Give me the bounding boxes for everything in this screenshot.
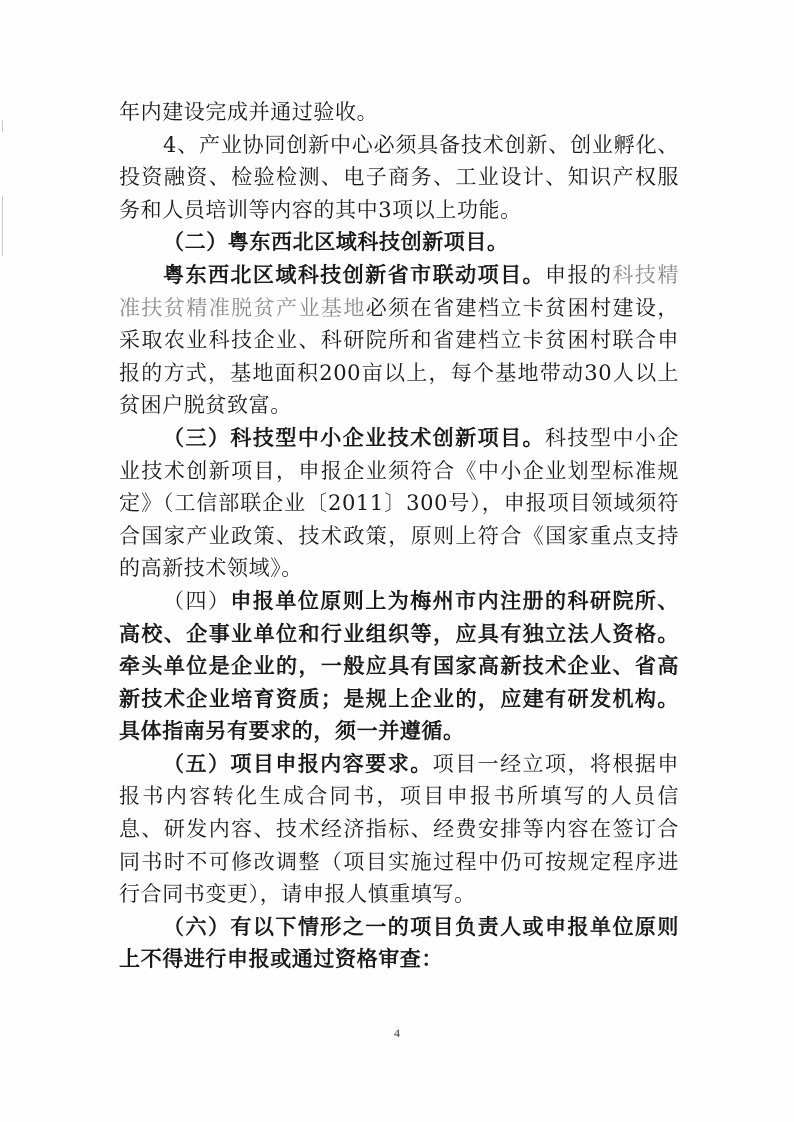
paragraph-section-5 — [119, 748, 679, 911]
section-heading-2 — [119, 226, 679, 259]
paragraph-section-6 — [119, 911, 679, 976]
paragraph-text: 项目一经立项，将根据申报书内容转化生成合同书，项目申报书所填写的人员信息、研发内容、技术经济指标、经费安排等内容在签订合同书时不可修改调整（项目实施过程中仍可按规定程序进行合同书变更），请申报人慎重填写。 — [119, 751, 679, 907]
paragraph-lead: （三）科技型中小企业技术创新项目。 — [163, 424, 546, 450]
section-heading-text: （二）粤东西北区域科技创新项目。 — [163, 229, 509, 255]
paragraph-text: 申报的 — [545, 262, 613, 287]
paragraph-text: 必须在省建档立卡贫困村建设，采取农业科技企业、科研院所和省建档立卡贫困村联合申报的方式，基地面积200亩以上，每个基地带动30人以上贫困户脱贫致富。 — [119, 295, 679, 418]
paragraph-text: 年内建设完成并通过验收。 — [119, 100, 379, 124]
paragraph-regional-project — [119, 259, 679, 422]
paragraph-section-3 — [119, 422, 679, 585]
document-body — [119, 96, 679, 976]
paragraph-text: 4、产业协同创新中心必须具备技术创新、创业孵化、投资融资、检验检测、电子商务、工业设计、知识产权服务和人员培训等内容的其中3项以上功能。 — [119, 132, 679, 222]
paragraph-lead: （五）项目申报内容要求。 — [163, 750, 433, 776]
paragraph-lead: （四） — [163, 588, 231, 613]
paragraph-continuation — [119, 96, 679, 129]
scan-margin-mark — [2, 120, 3, 132]
paragraph-text: （六）有以下情形之一的项目负责人或申报单位原则上不得进行申报或通过资格审查： — [119, 913, 679, 972]
paragraph-item-4 — [119, 129, 679, 227]
paragraph-section-4 — [119, 585, 679, 748]
paragraph-text: 科技型中小企业技术创新项目，申报企业须符合《中小企业划型标准规定》（工信部联企业〔2011〕300号），申报项目领域须符合国家产业政策、技术政策，原则上符合《国家重点支持的高新技术领域》。 — [119, 425, 679, 581]
page-number: 4 — [394, 1026, 400, 1040]
scan-margin-mark — [2, 196, 3, 256]
paragraph-lead: 粤东西北区域科技创新省市联动项目。 — [163, 261, 546, 287]
paragraph-faint-text: 科技精准扶贫精准脱贫产业基地 — [119, 262, 679, 320]
paragraph-text: 申报单位原则上为梅州市内注册的科研院所、高校、企事业单位和行业组织等，应具有独立法人资格。牵头单位是企业的，一般应具有国家高新技术企业、省高新技术企业培育资质；是规上企业的，应建有研发机构。具体指南另有要求的，须一并遵循。 — [119, 587, 679, 744]
